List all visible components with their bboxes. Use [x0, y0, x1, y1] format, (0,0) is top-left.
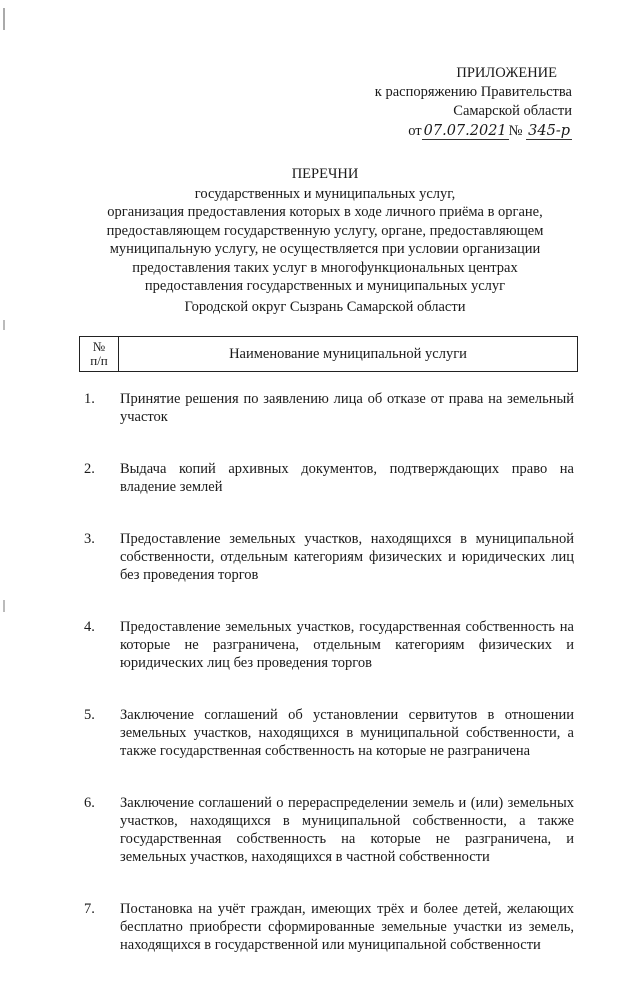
heading-line: предоставляющем государственную услугу, органе, предоставляющем — [106, 222, 544, 239]
item-number: 1. — [84, 391, 95, 407]
document-heading — [60, 165, 590, 296]
item-text: Заключение соглашений об установлении сервитутов в отношении земельных участков, находящихся в муниципальной собственности, а также государственная собственность на которые не разграничена — [120, 707, 574, 759]
heading-line: предоставления таких услуг в многофункциональных центрах — [132, 259, 518, 276]
list-item — [80, 530, 574, 584]
heading-line: организация предоставления которых в ходе личного приёма в органе, — [107, 204, 543, 220]
district-name: Городской округ Сызрань Самарской области — [184, 299, 466, 315]
number-prefix: № — [508, 123, 523, 139]
list-item — [80, 794, 574, 866]
item-text: Предоставление земельных участков, находящихся в муниципальной собственности, отдельным категориям физических и юридических лиц без проведения торгов — [120, 531, 574, 583]
item-number: 5. — [84, 707, 95, 723]
table-header — [79, 336, 578, 372]
document-title: ПЕРЕЧНИ — [291, 166, 359, 182]
table-header-number-column — [80, 337, 119, 371]
services-list — [80, 390, 574, 988]
appendix-block — [375, 64, 572, 141]
heading-line: государственных и муниципальных услуг, — [194, 185, 456, 202]
item-number: 3. — [84, 531, 95, 547]
appendix-title: ПРИЛОЖЕНИЕ — [456, 65, 557, 81]
item-number: 7. — [84, 901, 95, 917]
handwritten-number: 345-р — [528, 123, 570, 139]
item-number: 4. — [84, 619, 95, 635]
table-header-name-column: Наименование муниципальной услуги — [229, 345, 467, 362]
list-item — [80, 706, 574, 760]
list-item — [80, 900, 574, 954]
handwritten-date: 07.07.2021 — [423, 123, 507, 139]
scan-margin-marks-svg — [2, 0, 6, 905]
appendix-line-1: к распоряжению Правительства — [374, 84, 572, 100]
date-prefix: от — [408, 123, 422, 139]
appendix-date-line — [375, 122, 572, 141]
item-number: 6. — [84, 795, 95, 811]
list-item — [80, 390, 574, 426]
list-item — [80, 618, 574, 672]
item-text: Предоставление земельных участков, государственная собственность на которые не разграничена, отдельным категориям физических и юридических лиц без проведения торгов — [120, 619, 574, 671]
heading-line: муниципальную услугу, не осуществляется при условии организации — [109, 241, 541, 257]
heading-line: предоставления государственных и муниципальных услуг — [144, 278, 506, 294]
item-text: Принятие решения по заявлению лица об отказе от права на земельный участок — [120, 391, 574, 425]
header-number-abbrev: п/п — [90, 353, 108, 368]
item-number: 2. — [84, 461, 95, 477]
scan-margin-marks — [2, 0, 6, 905]
item-text: Заключение соглашений о перераспределении земель и (или) земельных участков, находящихся в муниципальной собственности, а также государственная собственность на которые не разграничена, и земельных участков, находящихся в частной собственности — [120, 795, 574, 865]
appendix-line-2: Самарской области — [453, 103, 572, 119]
header-number-sign: № — [92, 339, 106, 354]
item-text: Выдача копий архивных документов, подтверждающих право на владение землей — [120, 461, 574, 495]
item-text: Постановка на учёт граждан, имеющих трёх и более детей, желающих бесплатно приобрести сформированные земельные участки из земель, находящихся в государственной или муниципальной собственности — [120, 901, 574, 953]
list-item — [80, 460, 574, 496]
